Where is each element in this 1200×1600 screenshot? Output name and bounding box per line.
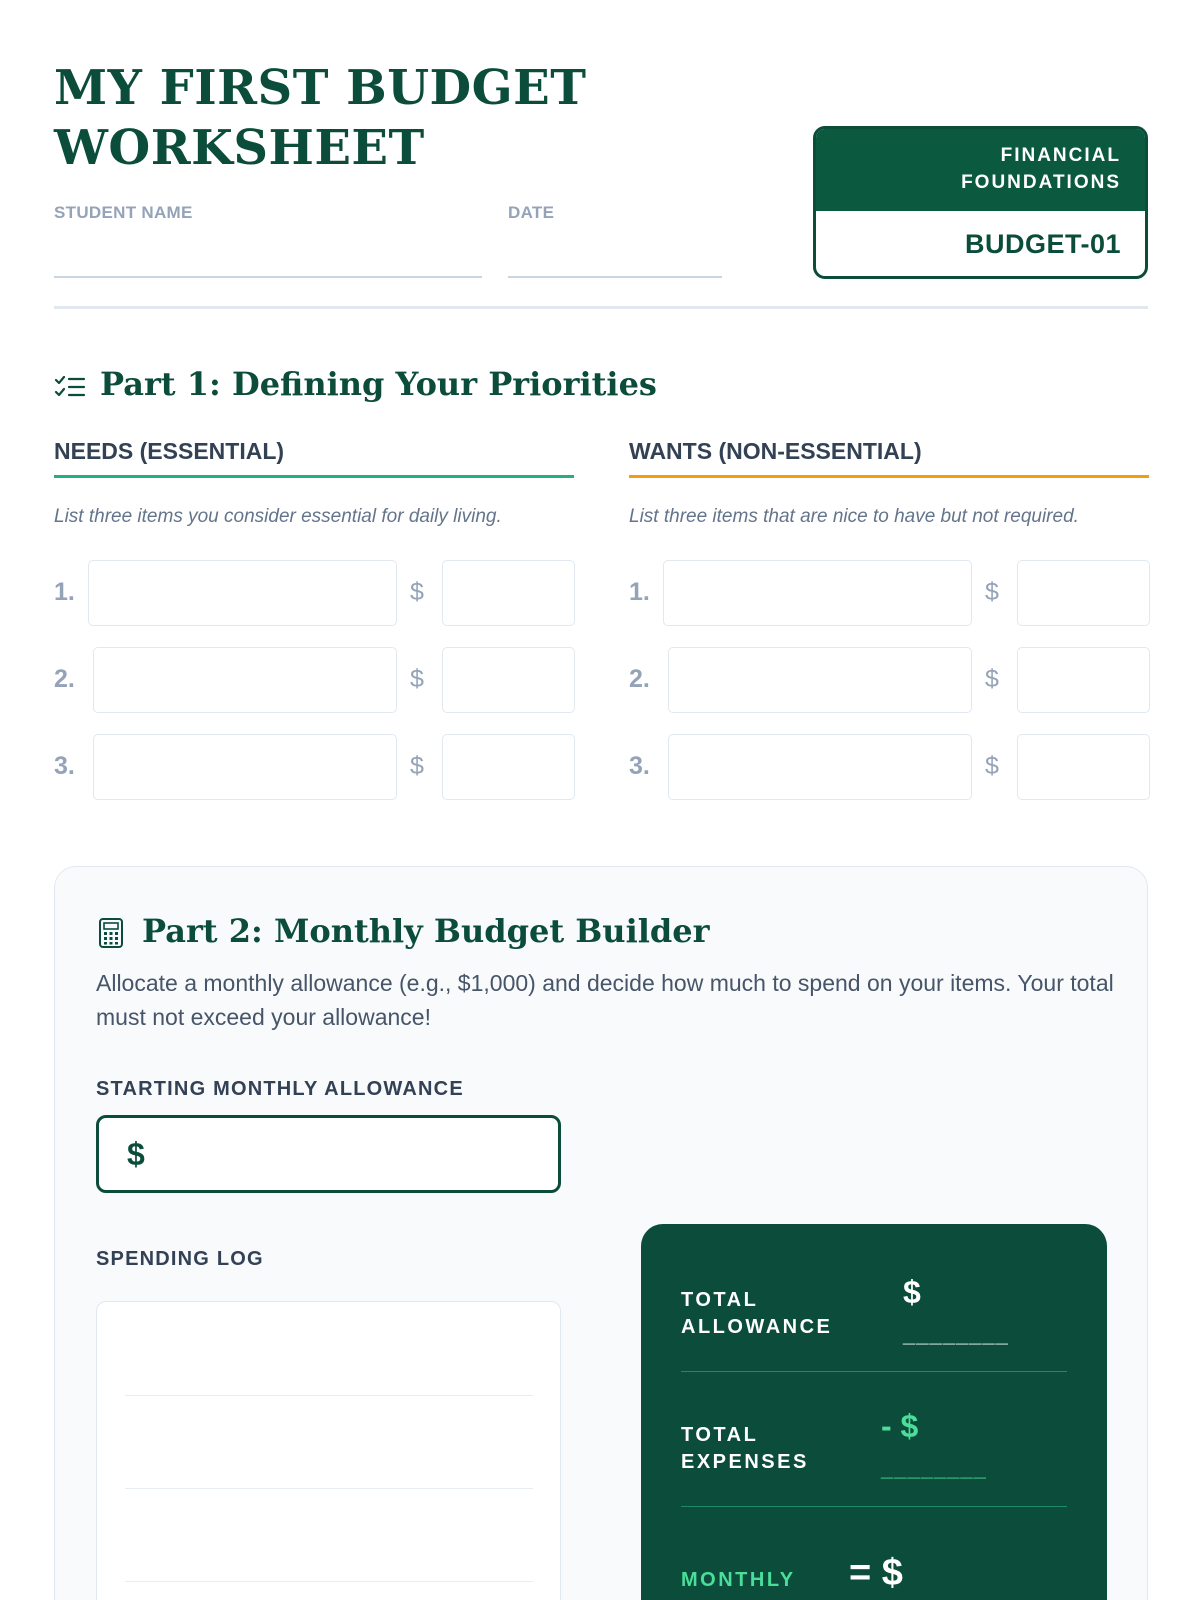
needs-row-number: 1. [54, 578, 75, 606]
total-expenses-blank[interactable]: ________ [881, 1456, 987, 1481]
log-line [125, 1488, 533, 1489]
needs-amount-input[interactable] [442, 560, 575, 626]
needs-hint: List three items you consider essential for daily living. [54, 506, 502, 527]
wants-row-number: 1. [629, 578, 650, 606]
wants-item-input[interactable] [663, 560, 972, 626]
summary-divider [681, 1506, 1067, 1507]
page-title [54, 58, 614, 178]
spending-log-label: SPENDING LOG [96, 1248, 264, 1270]
wants-amount-input[interactable] [1017, 734, 1150, 800]
monthly-label: MONTHLY [681, 1569, 796, 1591]
log-line [125, 1581, 533, 1582]
wants-item-input[interactable] [668, 647, 972, 713]
part2-title: Part 2: Monthly Budget Builder [142, 912, 710, 950]
title-line-1: MY FIRST BUDGET [54, 60, 587, 116]
needs-item-input[interactable] [93, 734, 397, 800]
total-expenses-label [681, 1422, 809, 1476]
badge-header [816, 129, 1145, 211]
header-divider [54, 306, 1148, 309]
student-name-label: STUDENT NAME [54, 203, 193, 222]
total-expenses-label-line-1: TOTAL [681, 1424, 759, 1446]
needs-row-number: 3. [54, 752, 75, 780]
total-allowance-label [681, 1287, 832, 1341]
part2-intro: Allocate a monthly allowance (e.g., $1,000) and decide how much to spend on your items. Your total must not exceed your allowance! [96, 970, 1114, 1030]
wants-item-input[interactable] [668, 734, 972, 800]
needs-item-input[interactable] [93, 647, 397, 713]
needs-currency: $ [410, 752, 424, 780]
needs-amount-input[interactable] [442, 734, 575, 800]
allowance-currency: $ [127, 1136, 145, 1172]
part1-title: Part 1: Defining Your Priorities [100, 365, 657, 403]
total-allowance-label-line-2: ALLOWANCE [681, 1316, 833, 1338]
date-field[interactable] [508, 276, 722, 278]
badge-line-2: FOUNDATIONS [961, 172, 1121, 193]
wants-row-number: 3. [629, 752, 650, 780]
checklist-icon [54, 374, 86, 402]
log-line [125, 1395, 533, 1396]
needs-row-number: 2. [54, 665, 75, 693]
student-name-field[interactable] [54, 276, 482, 278]
wants-rule [629, 475, 1149, 478]
allowance-input[interactable] [96, 1115, 561, 1193]
summary-divider [681, 1371, 1067, 1372]
needs-heading: NEEDS (ESSENTIAL) [54, 438, 285, 464]
needs-rule [54, 475, 574, 478]
wants-currency: $ [985, 665, 999, 693]
total-allowance-blank[interactable]: ________ [903, 1322, 1009, 1347]
badge-line-1: FINANCIAL [1000, 145, 1121, 166]
needs-currency: $ [410, 578, 424, 606]
budget-summary-card [641, 1224, 1107, 1600]
needs-amount-input[interactable] [442, 647, 575, 713]
total-allowance-label-line-1: TOTAL [681, 1289, 759, 1311]
calculator-icon [98, 917, 124, 949]
total-expenses-sign: - $ [881, 1408, 919, 1444]
monthly-sign: = $ [849, 1552, 903, 1594]
date-label: DATE [508, 203, 555, 222]
badge-code: BUDGET-01 [964, 229, 1121, 259]
wants-heading: WANTS (NON-ESSENTIAL) [629, 438, 922, 464]
wants-amount-input[interactable] [1017, 647, 1150, 713]
wants-currency: $ [985, 752, 999, 780]
wants-amount-input[interactable] [1017, 560, 1150, 626]
spending-log-box[interactable] [96, 1301, 561, 1600]
allowance-label: STARTING MONTHLY ALLOWANCE [96, 1078, 464, 1100]
total-expenses-label-line-2: EXPENSES [681, 1451, 809, 1473]
course-badge [813, 126, 1148, 279]
wants-hint: List three items that are nice to have but not required. [629, 506, 1079, 527]
wants-row-number: 2. [629, 665, 650, 693]
title-line-2: WORKSHEET [54, 120, 425, 176]
needs-item-input[interactable] [88, 560, 397, 626]
wants-currency: $ [985, 578, 999, 606]
total-allowance-sign: $ [903, 1274, 921, 1310]
needs-currency: $ [410, 665, 424, 693]
